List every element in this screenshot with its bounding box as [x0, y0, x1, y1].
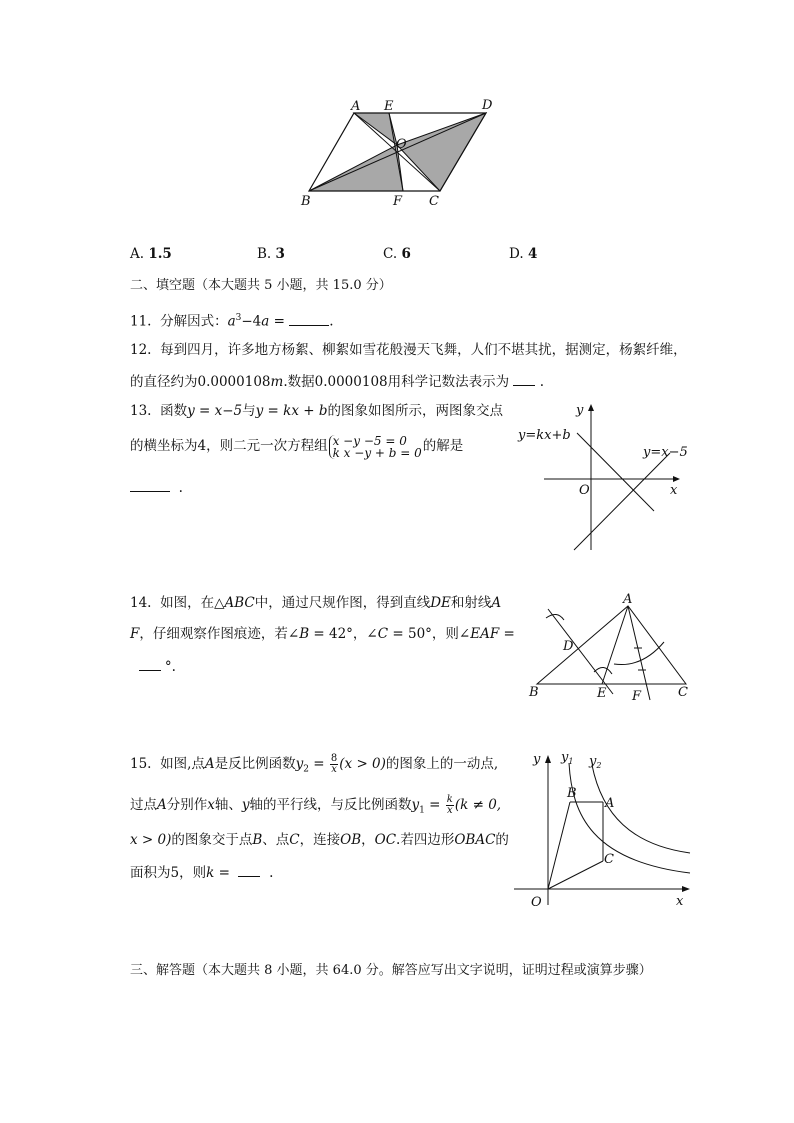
label-x-axis: x: [676, 894, 684, 909]
label-line-x-5: y=x−5: [643, 445, 688, 460]
label-f: F: [393, 194, 403, 209]
section-heading-solutions: 三、解答题（本大题共 8 小题，共 64.0 分。解答应写出文字说明，证明过程或演算步骤）: [130, 963, 652, 978]
label-f: F: [632, 689, 642, 704]
label-y-axis: y: [576, 403, 584, 418]
label-y-axis: y: [533, 752, 541, 767]
label-x-axis: x: [670, 483, 678, 498]
question-14-line-1: 14. 如图，在△ABC中，通过尺规作图，得到直线DE和射线A: [130, 595, 502, 611]
question-11: 11. 分解因式：$a^3-4a$ = .: [130, 309, 334, 331]
label-b: B: [567, 786, 577, 801]
label-line-kx-b: y=kx+b: [518, 428, 571, 443]
label-a: A: [623, 592, 633, 607]
question-15-line-3: x > 0)的图象交于点B、点C，连接OB，OC.若四边形OBAC的: [130, 832, 509, 848]
parallelogram-figure: [295, 95, 505, 210]
label-c: C: [604, 852, 614, 867]
linear-functions-graph: [512, 398, 707, 553]
question-12-line-2: 的直径约为0.0000108m.数据0.0000108用科学记数法表示为 .: [130, 371, 544, 391]
question-15-line-1: 15. 如图,点A是反比例函数$y_2$ = $\frac{8}{x}$ (x > 0)的图象上的一动点,: [130, 753, 499, 775]
construction-arc-top: [546, 614, 564, 620]
label-b: B: [301, 194, 311, 209]
label-o: O: [396, 137, 407, 152]
option-c: C. 6: [383, 246, 411, 262]
fraction-k-over-x: $\frac{k}{x}$: [446, 794, 453, 816]
answer-blank-11[interactable]: [289, 311, 329, 326]
segment-oc: [548, 861, 603, 889]
y-axis-arrow-icon: [588, 404, 594, 411]
label-d: D: [482, 98, 493, 113]
answer-blank-13[interactable]: [130, 477, 170, 492]
question-13-line-1: 13. 函数y = x−5与y = kx + b的图象如图所示，两图象交点: [130, 403, 503, 419]
question-12-line-1: 12. 每到四月，许多地方杨絮、柳絮如雪花般漫天飞舞，人们不堪其扰，据测定，杨絮纤维，: [130, 342, 687, 358]
label-o: O: [531, 895, 542, 910]
answer-blank-14[interactable]: [139, 656, 161, 671]
option-d: D. 4: [509, 246, 538, 262]
option-b: B. 3: [257, 246, 285, 262]
shaded-triangle-bfo: [309, 145, 403, 191]
inverse-proportion-graph: [512, 745, 702, 913]
label-c: C: [429, 194, 439, 209]
answer-blank-15[interactable]: [238, 862, 260, 877]
triangle-abc: [537, 606, 686, 684]
label-c: C: [678, 685, 688, 700]
question-14-line-2: F，仔细观察作图痕迹，若∠B = 42°，∠C = 50°，则∠EAF =: [130, 626, 515, 642]
label-e: E: [384, 99, 394, 114]
question-13-line-3: .: [130, 477, 183, 497]
label-d: D: [563, 639, 574, 654]
question-15-line-2: 过点A分别作x轴、y轴的平行线，与反比例函数$y_1$ = $\frac{k}{x}$ (k ≠ 0,: [130, 794, 502, 816]
question-15-line-4: 面积为5，则k = .: [130, 862, 273, 882]
fraction-8-over-x: $\frac{8}{x}$: [330, 753, 338, 775]
question-14-line-3: °.: [130, 656, 176, 676]
answer-blank-12[interactable]: [513, 371, 535, 386]
shaded-triangle-odc: [397, 113, 486, 191]
label-origin: O: [579, 483, 590, 498]
line-y-x-minus-5: [574, 453, 670, 550]
label-a: A: [351, 99, 361, 114]
label-y2: $y_2$: [589, 754, 602, 770]
label-e: E: [597, 686, 607, 701]
section-heading-fill-blank: 二、填空题（本大题共 5 小题，共 15.0 分）: [130, 278, 392, 293]
x-axis-arrow-icon: [682, 886, 690, 892]
shaded-triangle-aeo: [354, 113, 397, 145]
label-y1: $y_1$: [561, 750, 574, 766]
triangle-construction-figure: [522, 592, 697, 707]
question-13-line-2: 的横坐标为4，则二元一次方程组 x −y −5 = 0 k x −y + b = 0 的解是: [130, 433, 464, 460]
label-b: B: [529, 685, 539, 700]
segment-ob: [548, 802, 570, 889]
x-axis-arrow-icon: [673, 476, 680, 482]
y-axis-arrow-icon: [545, 755, 551, 763]
curve-y1: [569, 763, 690, 873]
option-a: A. 1.5: [130, 246, 172, 262]
equation-system: x −y −5 = 0 k x −y + b = 0: [329, 435, 422, 459]
label-a: A: [605, 796, 615, 811]
